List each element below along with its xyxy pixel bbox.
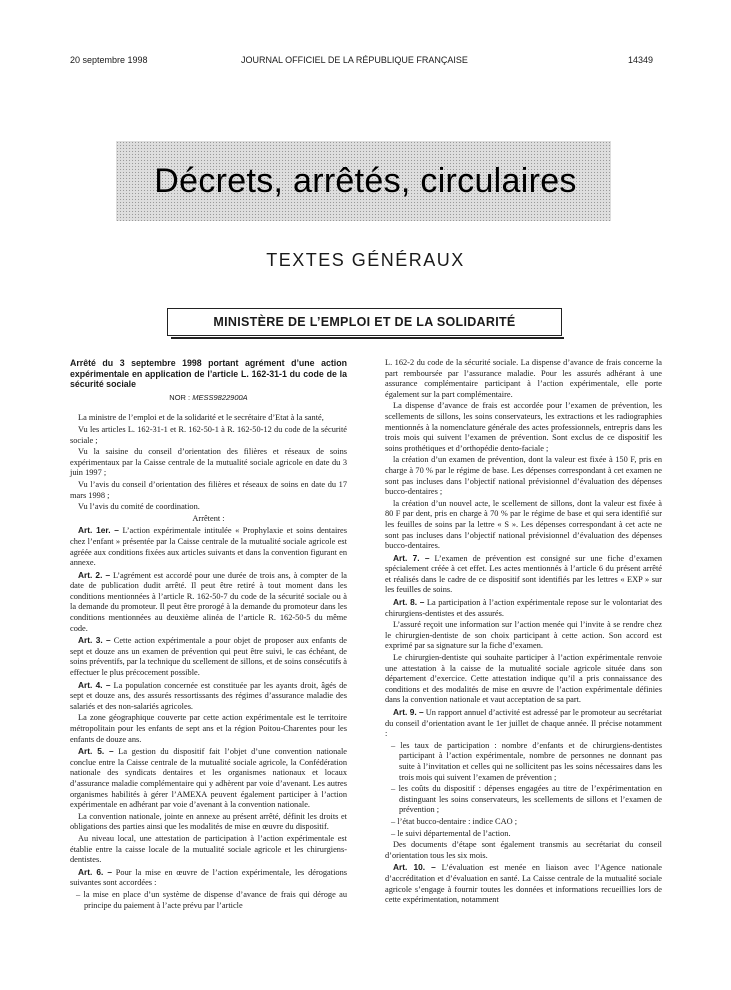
arretent-heading: Arrêtent : xyxy=(192,513,225,523)
decree-title: Arrêté du 3 septembre 1998 portant agrément d’une action expérimentale en application de l’article L. 162-31-1 du code de la sécurité sociale xyxy=(70,358,347,390)
article-paragraph xyxy=(385,862,662,905)
article-text: L’examen de prévention est consigné sur une fiche d’examen spécialement créée à cet effet. Les actes mentionnés à l’article 6 du présent arrêté et réalisés dans le cadre de ce dispositif sont identifiés par les lettres « EXP » sur les feuilles de soins. xyxy=(385,553,663,595)
article-paragraph: Des documents d’étape sont également transmis au secrétariat du conseil d’orientation tous les six mois. xyxy=(385,840,662,860)
article-heading: Art. 2. – xyxy=(78,569,111,580)
article-text: Cette action expérimentale a pour objet de proposer aux enfants de sept et douze ans un examen de prévention qui peut être suivi, le cas échéant, de soins préventifs, par la technique du scellement de sillons, et de soins consécutifs à effectuer le plus précocement possible. xyxy=(70,636,347,678)
article-paragraph xyxy=(70,713,347,745)
page-header xyxy=(0,55,731,69)
article-text: Pour la mise en œuvre de l’action expérimentale, les dérogations suivantes sont accordées : xyxy=(70,867,347,888)
article-text: La convention nationale, jointe en annexe au présent arrêté, définit les droits et obligations des parties ainsi que les modalités de mise en œuvre du dispositif. xyxy=(70,811,347,832)
dash-item: – les coûts du dispositif : dépenses engagées au titre de l’expérimentation en distinguant les soins conservateurs, les scellements de sillons et l’examen de prévention ; xyxy=(391,784,662,815)
section-title: TEXTES GÉNÉRAUX xyxy=(266,250,465,270)
article-text: Au niveau local, une attestation de participation à l’action expérimentale est établie entre la caisse locale de la mutualité sociale agricole et les chirurgiens-dentistes. xyxy=(70,833,347,865)
article-heading: Art. 9. – xyxy=(393,707,424,717)
visa-paragraph: Vu l’avis du conseil d’orientation des filières et réseaux de soins en date du 17 mars 1998 ; xyxy=(70,479,347,500)
article-heading: Art. 7. – xyxy=(393,552,430,563)
visa-paragraph: La ministre de l’emploi et de la solidarité et le secrétaire d’Etat à la santé, xyxy=(78,413,324,423)
article-paragraph: La dispense d’avance de frais est accordée pour l’examen de prévention, les scellements de sillons, les soins conservateurs, les extractions et les radiographies mentionnés à la nomenclature générale des actes professionnels, entrepris dans les trois mois qui suivent l’examen de prévention. Sont exclus de ce dispositif les soins prothétiques et d’orthopédie dento-faciale ; xyxy=(385,401,662,453)
article-heading: Art. 8. – xyxy=(393,597,425,608)
article-paragraph: la création d’un examen de prévention, dont la valeur est fixée à 150 F, pris en charge à 70 % par le régime de base. Les dépenses correspondant à cet examen ne sont pas incluses dans l’objectif national prévisionnel d’évaluation des dépenses bucco-dentaires ; xyxy=(385,455,662,497)
article-paragraph: L. 162-2 du code de la sécurité sociale. La dispense d’avance de frais concerne la part remboursée par l’assurance maladie. Pour les assurés adhérant à une assurance complémentaire participant à l’action expérimentale, elle porte également sur la part complémentaire. xyxy=(385,358,662,399)
dash-item: – la mise en place d’un système de dispense d’avance de frais qui déroge au principe du paiement à l’acte prévu par l’article xyxy=(76,889,347,910)
article-paragraph xyxy=(385,707,662,740)
article-text: Un rapport annuel d’activité est adressé par le promoteur au secrétariat du conseil d’orientation avant le 1er juillet de chaque année. Il précise notamment : xyxy=(385,708,662,739)
article-text: La zone géographique couverte par cette action expérimentale est le territoire métropolitain pour les enfants de sept ans et la région Poitou-Charentes pour les enfants de douze ans. xyxy=(70,713,347,744)
left-column xyxy=(70,358,347,912)
visa-paragraph: Vu l’avis du comité de coordination. xyxy=(78,502,200,512)
right-column xyxy=(385,358,662,907)
journal-title: JOURNAL OFFICIEL DE LA RÉPUBLIQUE FRANÇAISE xyxy=(241,55,468,65)
article-heading: Art. 4. – xyxy=(78,679,111,690)
nor-reference xyxy=(70,393,347,404)
article-heading: Art. 1er. – xyxy=(78,525,119,536)
article-paragraph xyxy=(70,867,347,889)
dash-item: – l’état bucco-dentaire : indice CAO ; xyxy=(391,816,518,826)
article-paragraph xyxy=(70,812,347,833)
article-heading: Art. 5. – xyxy=(78,746,114,757)
article-paragraph: L’assuré reçoit une information sur l’action menée qui l’invite à se rendre chez le chirurgien-dentiste de son choix participant à cette action. Son accord est exprimé par sa signature sur la fiche d’examen. xyxy=(385,620,662,651)
article-paragraph xyxy=(70,525,347,568)
dash-item: – le suivi départemental de l’action. xyxy=(391,828,511,838)
article-text: L’agrément est accordé pour une durée de trois ans, à compter de la date de publication dudit arrêté. Il peut être retiré à tout moment dans les conditions mentionnées à l’article R. 162-50-7 du code de la sécurité sociale ou à la demande du promoteur. Il peut être prorogé à la demande du promoteur dans les conditions mentionnées au deuxième alinéa de l’article R. 162-50-5 du même code. xyxy=(70,570,348,633)
article-text: L’action expérimentale intitulée « Prophylaxie et soins dentaires chez l’enfant » présentée par la Caisse centrale de la mutualité sociale agricole est agréée aux conditions fixées aux articles suivants et dans la convention figurant en annexe. xyxy=(70,526,347,568)
article-paragraph xyxy=(385,597,662,619)
article-paragraph xyxy=(385,553,662,596)
header-date: 20 septembre 1998 xyxy=(70,55,148,65)
article-paragraph xyxy=(70,746,347,811)
article-text: La population concernée est constituée par les ayants droit, âgés de sept et douze ans, des assurés ressortissants des régimes d’assurance maladie des salariés et des non-salariés agricoles. xyxy=(70,680,348,711)
nor-label: NOR : xyxy=(169,392,191,402)
visa-paragraph: Vu les articles L. 162-31-1 et R. 162-50-1 à R. 162-50-12 du code de la sécurité sociale ; xyxy=(70,424,347,445)
page-number: 14349 xyxy=(628,55,654,65)
article-paragraph xyxy=(70,635,347,678)
dash-item: – les taux de participation : nombre d’enfants et de chirurgiens-dentistes participant à l’action expérimentale, nombre de personnes ne donnant pas suite à l’invitation et celles qui ne sollicitent pas les soins nécessaires dans les trois mois qui suivent l’examen de prévention ; xyxy=(391,740,662,782)
article-heading: Art. 3. – xyxy=(78,635,111,646)
article-heading: Art. 10. – xyxy=(393,862,436,873)
article-paragraph xyxy=(70,680,347,713)
article-heading: Art. 6. – xyxy=(78,866,112,877)
article-text: La gestion du dispositif fait l’objet d’une convention nationale conclue entre la Caisse centrale de la mutualité sociale agricole, la Confédération nationale des syndicats dentaires et les organismes nationaux et locaux d’assurance maladie complémentaire qui y adhèrent par voie d’avenant. Les autres organismes habilités à gérer l’AMEXA peuvent également participer à l’action expérimentale en adhérant par voie d’avenant à la convention nationale. xyxy=(70,747,347,810)
visa-paragraph: Vu la saisine du conseil d’orientation des filières et réseaux de soins expérimentaux par la Caisse centrale de la mutualité sociale agricole en date du 3 juin 1997 ; xyxy=(70,447,347,478)
article-paragraph: Le chirurgien-dentiste qui souhaite participer à l’action expérimentale renvoie une attestation à la caisse de la mutualité sociale agricole située dans son département d’exercice. Cette attestation indique qu’il a pris connaissance des conditions et des modalités de mise en œuvre de l’action expérimentale définies dans la convention nationale et vaut acceptation de sa part. xyxy=(385,653,662,705)
article-paragraph xyxy=(70,834,347,866)
nor-code: MESS9822900A xyxy=(192,392,248,402)
article-text: L’évaluation est menée en liaison avec l’Agence nationale d’accréditation et d’évaluation en santé. La Caisse centrale de la mutualité sociale agricole s’engage à fournir toutes les données et informations recueillies lors de cette expérimentation, notamment xyxy=(385,863,662,905)
article-paragraph xyxy=(70,570,347,635)
article-paragraph: la création d’un nouvel acte, le scellement de sillons, dont la valeur est fixée à 80 F par dent, pris en charge à 70 % par le régime de base et qui sera identifié sur les feuilles de soins par la lettre « S ». Les dépenses correspondant à cet acte ne sont pas incluses dans l’objectif national prévisionnel d’évaluation des dépenses bucco-dentaires. xyxy=(385,498,662,551)
banner-title: Décrets, arrêtés, circulaires xyxy=(154,162,577,200)
ministry-box: MINISTÈRE DE L’EMPLOI ET DE LA SOLIDARITÉ xyxy=(167,308,562,336)
article-text: La participation à l’action expérimentale repose sur le volontariat des chirurgiens-dentistes et des assurés. xyxy=(385,598,662,618)
